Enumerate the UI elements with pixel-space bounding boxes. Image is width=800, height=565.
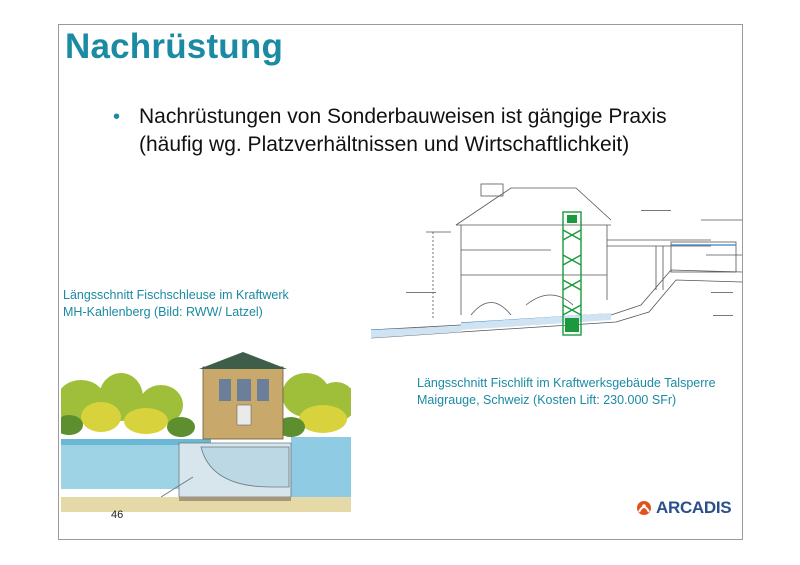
arcadis-logo-icon xyxy=(635,500,653,516)
caption-fish-lift-line-2: Maigrauge, Schweiz (Kosten Lift: 230.000 SFr) xyxy=(417,393,677,407)
caption-fish-lock-line-1: Längsschnitt Fischschleuse im Kraftwerk xyxy=(63,288,289,302)
caption-fish-lift-line-1: Längsschnitt Fischlift im Kraftwerksgebäude Talsperre xyxy=(417,376,716,390)
page-number: 46 xyxy=(111,509,124,521)
bullet-text xyxy=(139,103,667,159)
bullet-line-1: Nachrüstungen von Sonderbauweisen ist gängige Praxis xyxy=(139,105,667,128)
bullet-dot-icon: • xyxy=(113,106,121,128)
fish-lock-illustration xyxy=(61,347,351,512)
caption-fish-lift xyxy=(417,375,716,409)
caption-fish-lock-line-2: MH-Kahlenberg (Bild: RWW/ Latzel) xyxy=(63,305,263,319)
slide-title: Nachrüstung xyxy=(65,27,284,66)
arcadis-logo xyxy=(635,498,731,518)
caption-fish-lock xyxy=(63,287,289,321)
bullet-line-2: (häufig wg. Platzverhältnissen und Wirtschaftlichkeit) xyxy=(139,133,630,156)
fish-lift-section-drawing xyxy=(311,180,743,350)
logo-text: ARCADIS xyxy=(656,498,732,517)
slide xyxy=(58,24,743,540)
bullet-item xyxy=(113,103,733,159)
